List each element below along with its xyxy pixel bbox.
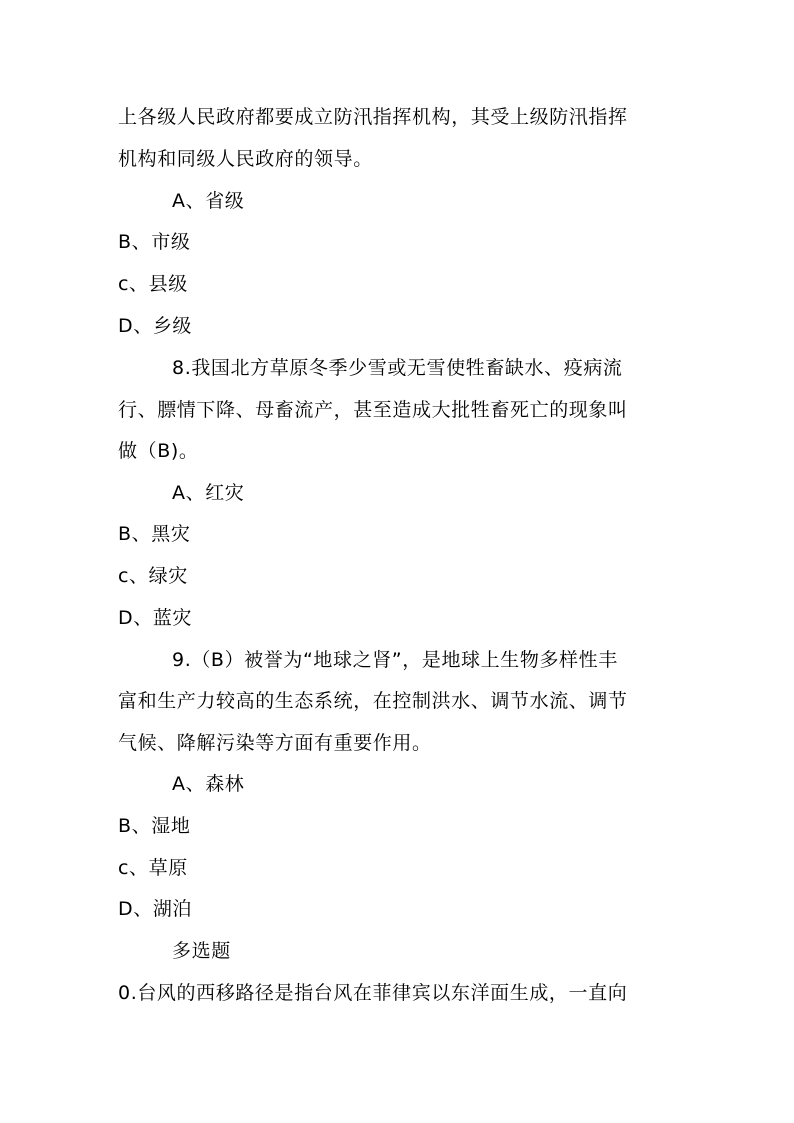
option-b: B、黑灾 bbox=[118, 523, 191, 545]
option-d: D、蓝灾 bbox=[118, 607, 193, 629]
option-c: c、绿灾 bbox=[118, 565, 188, 587]
option-b: B、湿地 bbox=[118, 815, 191, 837]
option-a: A、红灾 bbox=[172, 482, 245, 504]
paragraph-line: 上各级人民政府都要成立防汛指挥机构，其受上级防汛指挥 bbox=[118, 106, 628, 128]
question-9-line: 9.（B）被誉为“地球之肾”，是地球上生物多样性丰 bbox=[172, 649, 618, 671]
option-a: A、省级 bbox=[172, 190, 245, 212]
option-d: D、湖泊 bbox=[118, 898, 193, 920]
question-9-line: 富和生产力较高的生态系统，在控制洪水、调节水流、调节 bbox=[118, 690, 628, 712]
question-8-line: 行、膘情下降、母畜流产，甚至造成大批牲畜死亡的现象叫 bbox=[118, 399, 628, 421]
option-b: B、市级 bbox=[118, 231, 191, 253]
option-c: c、草原 bbox=[118, 857, 188, 879]
question-8-line: 做（B)。 bbox=[118, 440, 199, 462]
option-c: c、县级 bbox=[118, 273, 188, 295]
question-9-line: 气候、降解污染等方面有重要作用。 bbox=[118, 732, 432, 754]
section-heading: 多选题 bbox=[172, 940, 231, 962]
option-a: A、森林 bbox=[172, 773, 245, 795]
question-8-line: 8.我国北方草原冬季少雪或无雪使牲畜缺水、疫病流 bbox=[172, 357, 623, 379]
paragraph-line: 机构和同级人民政府的领导。 bbox=[118, 148, 373, 170]
question-0-line: 0.台风的西移路径是指台风在菲律宾以东洋面生成，一直向 bbox=[118, 982, 628, 1004]
option-d: D、乡级 bbox=[118, 315, 193, 337]
